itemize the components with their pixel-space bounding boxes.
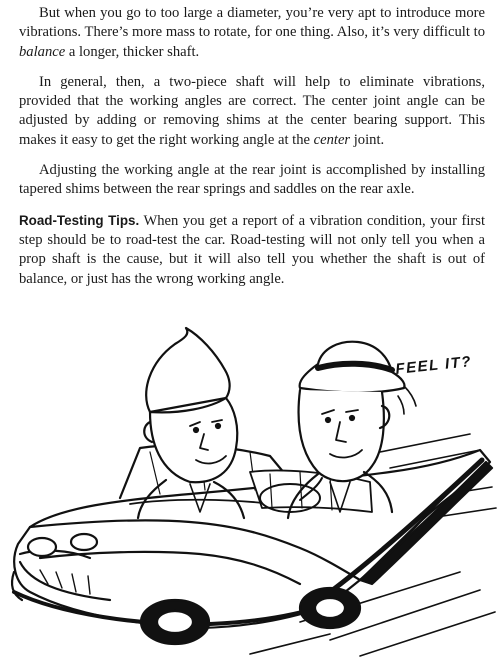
speech-strokes	[398, 386, 416, 414]
paragraph-road-testing	[19, 211, 485, 289]
paragraph-shaft-diameter	[19, 4, 485, 62]
convertible-car	[12, 445, 492, 644]
paragraph-text: In general, then, a two-piece shaft will help to eliminate vibrations, provided that the working angles are correct. The center joint angle can be adjusted by adding or removing shims at the center bearing support. This makes it easy to get the right working angle at the	[19, 73, 485, 148]
body-text	[19, 4, 485, 300]
paragraph-two-piece-shaft	[19, 73, 485, 150]
emphasis-center: center	[313, 131, 351, 148]
paragraph-text: Adjusting the working angle at the rear joint is accomplished by installing tapered shims between the rear springs and saddles on the rear axle.	[19, 162, 485, 198]
paragraph-text: But when you go to too large a diameter, you’re very apt to introduce more vibrations. There’s more mass to rotate, for one thing. Also, it’s very difficult to	[19, 5, 485, 41]
paragraph-text: a longer, thicker shaft.	[65, 43, 200, 60]
paragraph-text: joint.	[350, 131, 385, 148]
paragraph-rear-joint	[19, 161, 485, 200]
cartoon-illustration	[0, 322, 500, 671]
emphasis-balance: balance	[19, 43, 66, 60]
section-heading: Road-Testing Tips.	[19, 212, 140, 228]
paragraph-text: When you get a report of a vibration condition, your first step should be to road-test the car. Road-testing will not only tell you when a prop shaft is the cause, but it will also tell you whether the shaft is out of balance, or just has the wrong working angle.	[19, 212, 485, 287]
speech-caption: FEEL IT?	[394, 353, 473, 378]
